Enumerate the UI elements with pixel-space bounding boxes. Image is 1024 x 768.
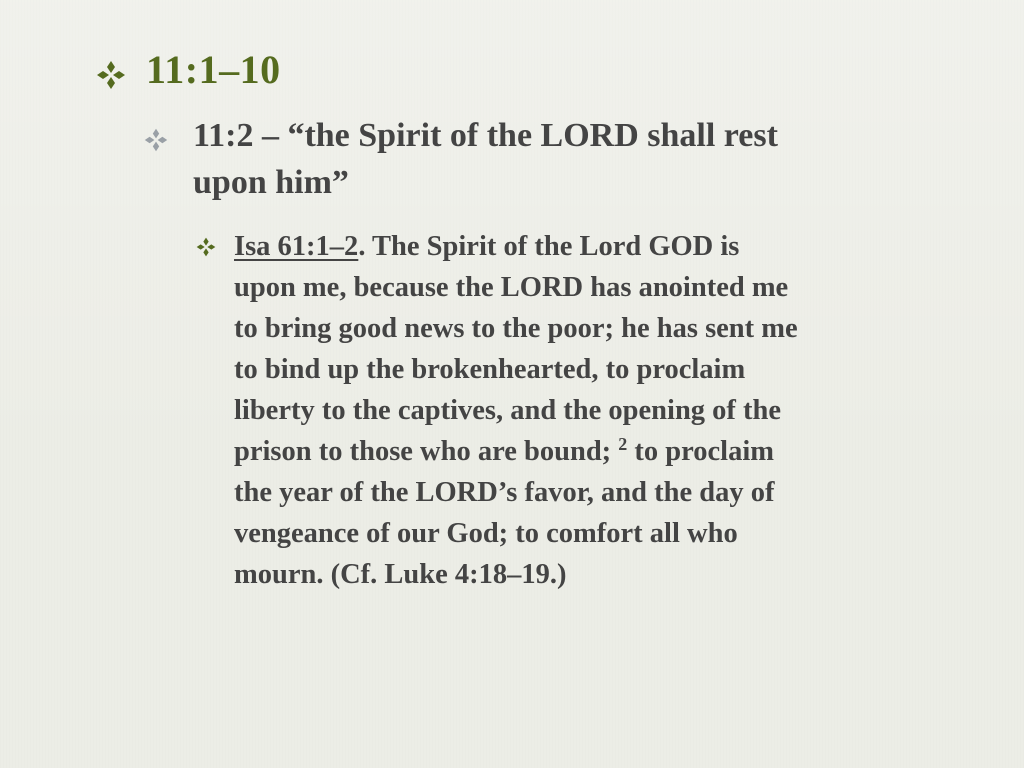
scripture-quote	[234, 226, 954, 595]
subpoint-line: 11:2 – “the Spirit of the LORD shall rest	[193, 117, 778, 154]
quote-line	[234, 431, 954, 472]
diamond-bullet-icon	[144, 128, 168, 152]
quote-text: . The Spirit of the Lord GOD is	[358, 231, 740, 262]
diamond-bullet-icon	[96, 60, 126, 90]
quote-line: to bind up the brokenhearted, to proclaim	[234, 354, 746, 385]
quote-line: vengeance of our God; to comfort all who	[234, 518, 738, 549]
quote-line: to bring good news to the poor; he has sent me	[234, 313, 798, 344]
quote-line: mourn. (Cf. Luke 4:18–19.)	[234, 559, 567, 590]
scripture-reference-link[interactable]: Isa 61:1–2	[234, 231, 359, 262]
quote-text: to proclaim	[634, 436, 774, 467]
diamond-bullet-icon	[196, 237, 216, 257]
quote-text: prison to those who are bound;	[234, 436, 619, 467]
quote-line: upon me, because the LORD has anointed me	[234, 272, 789, 303]
quote-line: liberty to the captives, and the opening of the	[234, 395, 782, 426]
quote-line	[234, 226, 954, 267]
slide-heading: 11:1–10	[146, 47, 281, 92]
subpoint-line: upon him”	[193, 164, 349, 201]
subpoint-text	[193, 112, 933, 206]
quote-line: the year of the LORD’s favor, and the day of	[234, 477, 775, 508]
verse-number: 2	[618, 434, 628, 454]
